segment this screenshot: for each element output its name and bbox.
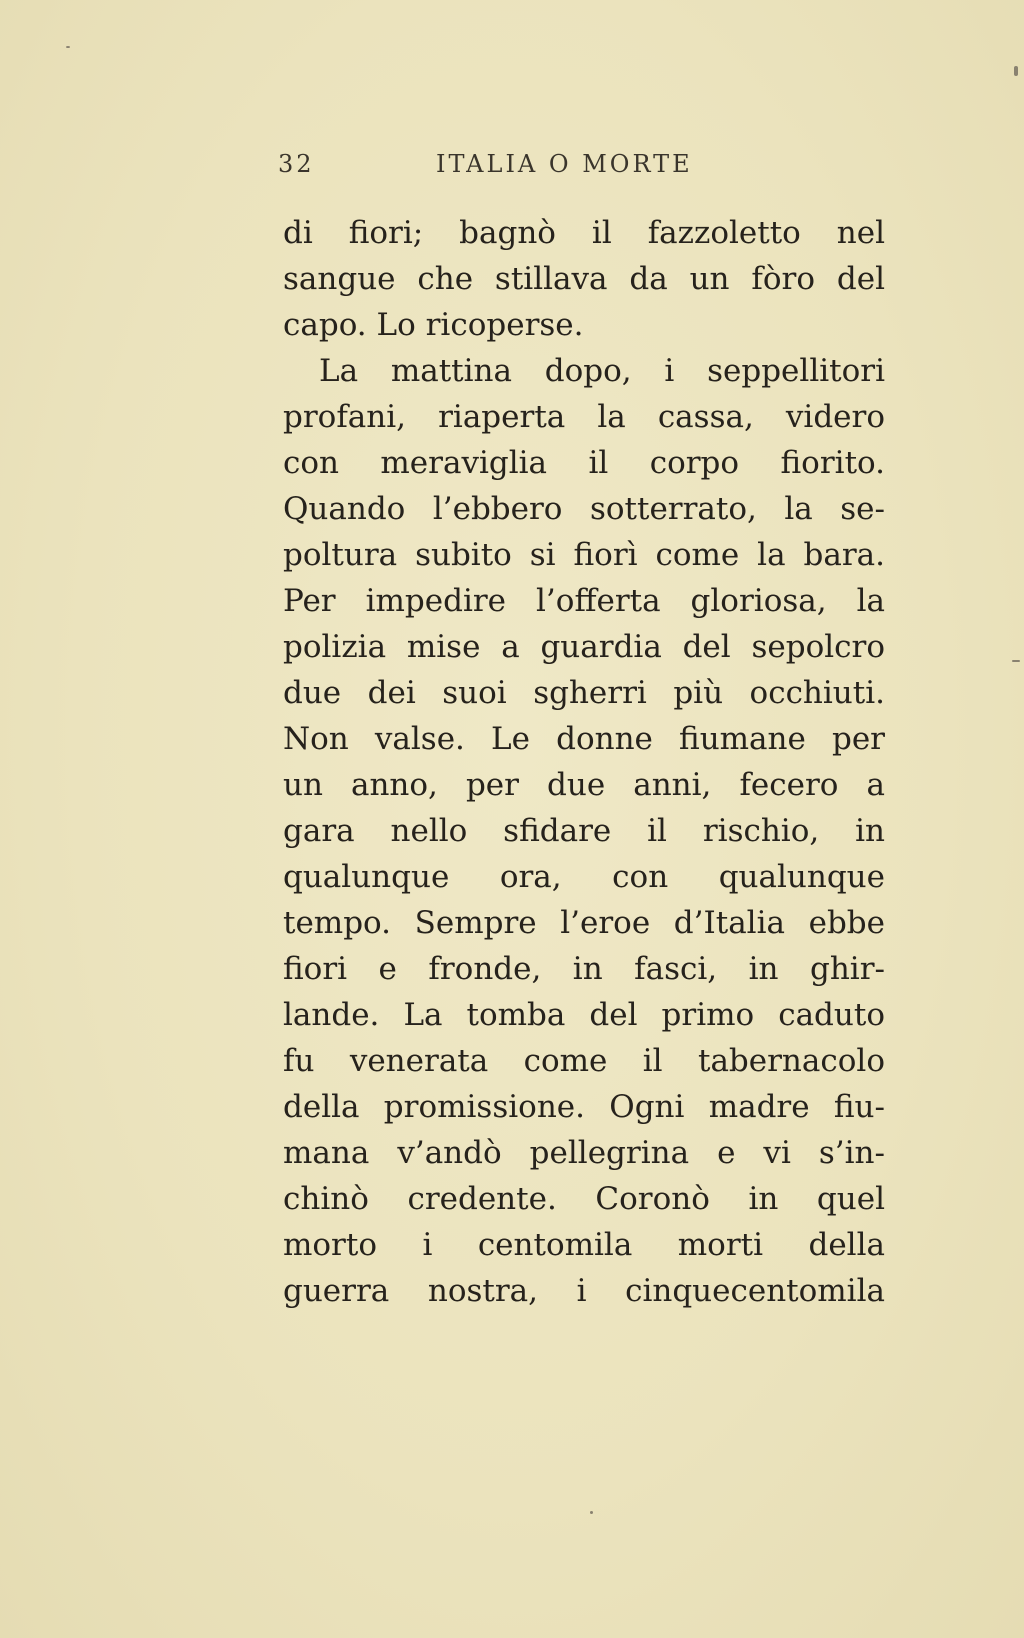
text-line: lande. La tomba del primo caduto (283, 997, 885, 1033)
text-line: polizia mise a guardia del sepolcro (283, 629, 885, 665)
text-line: poltura subito si fiorì come la bara. (283, 537, 885, 573)
paper-speck (1014, 66, 1018, 76)
text-line: mana v’andò pellegrina e vi s’in- (283, 1135, 885, 1171)
text-line: morto i centomila morti della (283, 1227, 885, 1263)
page-header (278, 150, 718, 186)
text-line: con meraviglia il corpo fiorito. (283, 445, 885, 481)
page-number: 32 (278, 150, 315, 178)
running-title: ITALIA O MORTE (436, 150, 693, 178)
paper-speck (1012, 660, 1020, 662)
text-line: profani, riaperta la cassa, videro (283, 399, 885, 435)
text-line: Non valse. Le donne fiumane per (283, 721, 885, 757)
paper-speck (66, 46, 70, 48)
text-line: guerra nostra, i cinquecentomila (283, 1273, 885, 1309)
text-line: qualunque ora, con qualunque (283, 859, 885, 895)
text-line: un anno, per due anni, fecero a (283, 767, 885, 803)
paper-speck (590, 1511, 593, 1514)
text-line: gara nello sfidare il rischio, in (283, 813, 885, 849)
text-line: della promissione. Ogni madre fiu- (283, 1089, 885, 1125)
text-line: La mattina dopo, i seppellitori (319, 353, 885, 389)
text-line: tempo. Sempre l’eroe d’Italia ebbe (283, 905, 885, 941)
text-line: di fiori; bagnò il fazzoletto nel (283, 215, 885, 251)
text-line: chinò credente. Coronò in quel (283, 1181, 885, 1217)
text-line: Per impedire l’offerta gloriosa, la (283, 583, 885, 619)
text-line: capo. Lo ricoperse. (283, 307, 584, 343)
body-text (283, 210, 885, 1314)
text-line: fiori e fronde, in fasci, in ghir- (283, 951, 885, 987)
text-line: sangue che stillava da un fòro del (283, 261, 885, 297)
text-line: Quando l’ebbero sotterrato, la se- (283, 491, 885, 527)
text-line: due dei suoi sgherri più occhiuti. (283, 675, 885, 711)
text-line: fu venerata come il tabernacolo (283, 1043, 885, 1079)
